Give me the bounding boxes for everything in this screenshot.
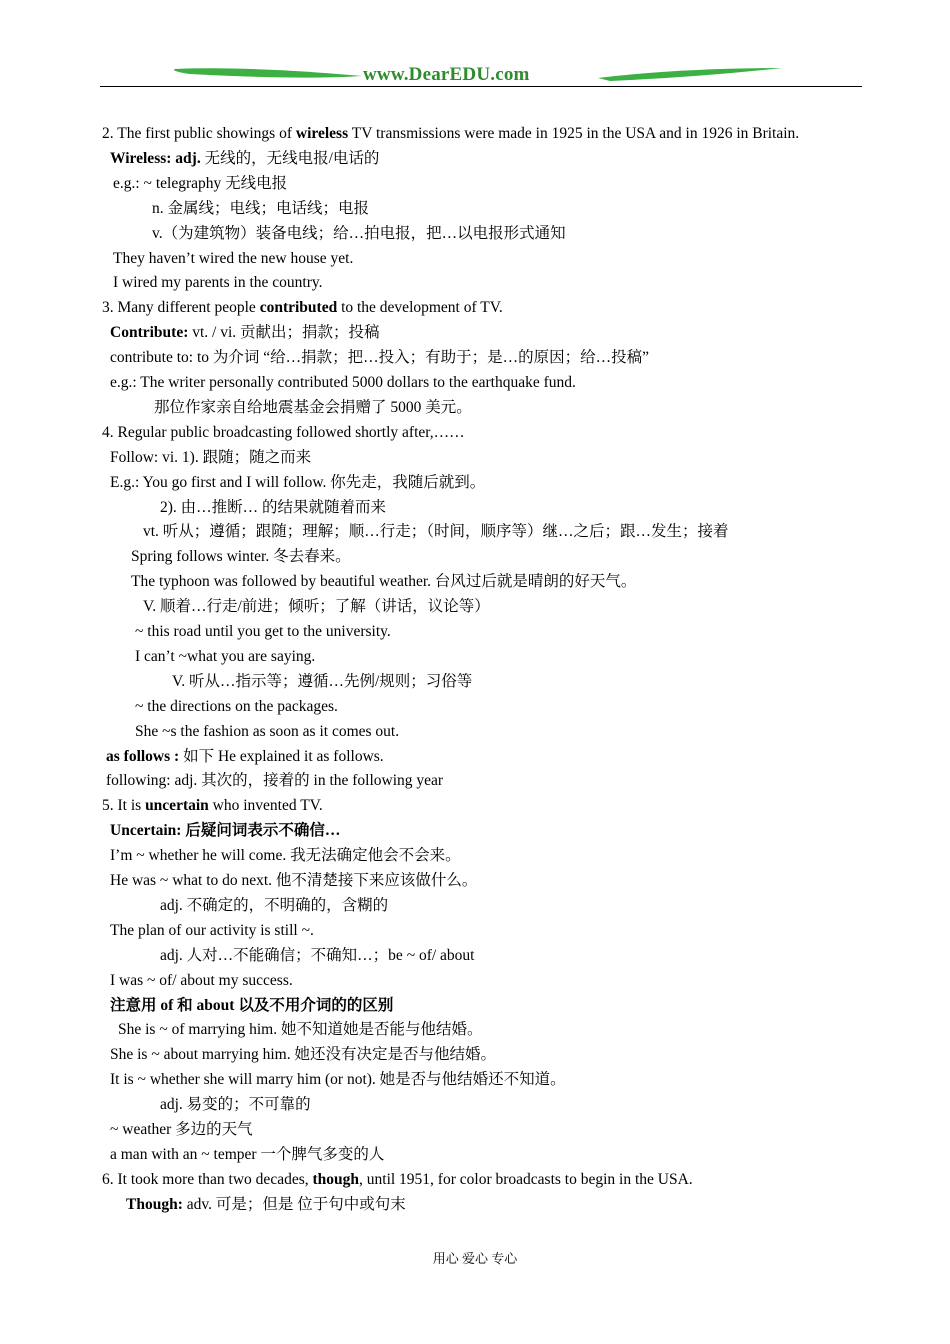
text-span: Follow: vi. 1). 跟随；随之而来 xyxy=(110,448,312,466)
text-span: , until 1951, for color broadcasts to begin in the USA. xyxy=(359,1170,693,1188)
text-line xyxy=(113,273,322,293)
text-line xyxy=(143,522,729,542)
text-span: The plan of our activity is still ~. xyxy=(110,921,314,939)
text-span: contribute to: to 为介词 “给…捐款；把…投入；有助于；是…的原因；给…投稿” xyxy=(110,349,650,367)
bold-text: Though: xyxy=(126,1195,183,1213)
text-line xyxy=(110,448,311,468)
bold-text: uncertain xyxy=(145,797,209,815)
left-swoosh xyxy=(174,68,362,77)
bold-text: Contribute: xyxy=(110,324,189,342)
text-span: He was ~ what to do next. 他不清楚接下来应该做什么。 xyxy=(110,872,478,889)
text-line xyxy=(131,547,351,567)
text-span: E.g.: You go first and I will follow. 你先走，我随后就到。 xyxy=(110,473,486,491)
text-line xyxy=(152,224,566,244)
text-line xyxy=(110,1070,566,1090)
text-line xyxy=(110,871,477,891)
text-span: n. 金属线；电线；电话线；电报 xyxy=(152,199,370,217)
text-line xyxy=(110,971,293,991)
bold-text: contributed xyxy=(259,299,338,317)
text-span: V. 听从…指示等；遵循…先例/规则；习俗等 xyxy=(172,672,473,690)
text-line xyxy=(113,249,353,269)
text-span: She ~s the fashion as soon as it comes out. xyxy=(135,722,400,740)
text-line xyxy=(131,572,636,592)
text-span: following: adj. 其次的，接着的 in the following year xyxy=(106,772,444,790)
text-line xyxy=(172,672,472,692)
text-span: 5. It is xyxy=(102,797,146,815)
text-span: I can’t ~what you are saying. xyxy=(135,647,316,665)
text-line xyxy=(110,996,393,1016)
text-span: The typhoon was followed by beautiful weather. 台风过后就是晴朗的好天气。 xyxy=(131,573,637,591)
text-span: It is ~ whether she will marry him (or not). 她是否与他结婚还不知道。 xyxy=(110,1071,566,1089)
text-span: I wired my parents in the country. xyxy=(113,274,323,292)
text-line xyxy=(154,398,472,418)
text-line xyxy=(110,1045,496,1065)
text-span: adv. 可是；但是 位于句中或句末 xyxy=(182,1195,406,1213)
text-line xyxy=(160,1095,311,1115)
bold-text: though xyxy=(312,1170,360,1188)
text-span: 4. Regular public broadcasting followed shortly after,…… xyxy=(102,423,465,441)
text-span: adj. 易变的；不可靠的 xyxy=(160,1096,311,1114)
text-span: v.（为建筑物）装备电线；给…拍电报，把…以电报形式通知 xyxy=(152,224,566,242)
text-line xyxy=(110,1120,253,1140)
text-line xyxy=(110,149,379,169)
text-span: I was ~ of/ about my success. xyxy=(110,971,293,989)
text-span: I’m ~ whether he will come. 我无法确定他会不会来。 xyxy=(110,847,461,865)
text-span: vt. / vi. 贡献出；捐款；投稿 xyxy=(188,324,380,342)
text-line xyxy=(135,722,399,742)
text-span: adj. 人对…不能确信；不确知…；be ~ of/ about xyxy=(160,946,475,964)
text-span: She is ~ of marrying him. 她不知道她是否能与他结婚。 xyxy=(118,1021,483,1039)
bold-text: as follows : xyxy=(106,747,180,765)
text-span: who invented TV. xyxy=(208,797,323,815)
text-span: ~ the directions on the packages. xyxy=(135,697,338,715)
text-line xyxy=(106,747,384,767)
text-span: 无线的，无线电报/电话的 xyxy=(200,149,380,167)
text-line xyxy=(160,498,386,518)
site-url[interactable]: www.DearEDU.com xyxy=(363,64,530,85)
bold-text: wireless xyxy=(295,125,349,142)
text-line xyxy=(135,697,338,717)
text-span: ~ weather 多边的天气 xyxy=(110,1121,253,1138)
right-swoosh xyxy=(598,68,782,81)
text-line xyxy=(110,1145,384,1165)
bold-text: Uncertain: 后疑问词表示不确信… xyxy=(110,822,341,840)
bold-text: Wireless: adj. xyxy=(110,149,201,167)
text-span: ~ this road until you get to the university. xyxy=(135,623,391,640)
text-span: to the development of TV. xyxy=(337,299,503,317)
text-line xyxy=(106,771,443,791)
text-line xyxy=(102,298,503,318)
text-line xyxy=(143,597,490,617)
text-span: 那位作家亲自给地震基金会捐赠了 5000 美元。 xyxy=(154,398,472,416)
text-line xyxy=(113,174,287,194)
text-span: TV transmissions were made in 1925 in the USA and in 1926 in Britain. xyxy=(348,125,800,142)
bold-text: 注意用 of 和 about 以及不用介词的的区别 xyxy=(110,996,394,1014)
text-line xyxy=(160,896,388,916)
text-line xyxy=(135,622,391,642)
text-line xyxy=(110,921,314,941)
text-line xyxy=(135,647,315,667)
text-span: 如下 He explained it as follows. xyxy=(179,747,384,765)
text-line xyxy=(102,423,465,443)
text-span: vt. 听从；遵循；跟随；理解；顺…行走；（时间，顺序等）继…之后；跟…发生；接着 xyxy=(143,523,729,541)
text-span: V. 顺着…行走/前进；倾听；了解（讲话，议论等） xyxy=(143,598,490,616)
text-span: 2). 由…推断… 的结果就随着而来 xyxy=(160,498,387,516)
text-span: They haven’t wired the new house yet. xyxy=(113,249,354,267)
text-line xyxy=(118,1020,482,1040)
text-span: She is ~ about marrying him. 她还没有决定是否与他结婚。 xyxy=(110,1046,496,1064)
text-span: 2. The first public showings of xyxy=(102,125,296,142)
text-span: Spring follows winter. 冬去春来。 xyxy=(131,548,351,566)
text-line xyxy=(152,199,369,219)
text-line xyxy=(110,473,485,493)
text-span: adj. 不确定的，不明确的，含糊的 xyxy=(160,896,389,914)
text-line xyxy=(126,1195,406,1215)
text-line xyxy=(102,124,799,144)
text-span: 6. It took more than two decades, xyxy=(102,1170,313,1188)
text-span: e.g.: The writer personally contributed 5000 dollars to the earthquake fund. xyxy=(110,374,576,391)
text-span: a man with an ~ temper 一个脾气多变的人 xyxy=(110,1145,385,1163)
page-footer: 用心 爱心 专心 xyxy=(432,1251,518,1266)
text-span: e.g.: ~ telegraphy 无线电报 xyxy=(113,174,288,192)
text-line xyxy=(160,946,474,966)
header-rule xyxy=(100,86,862,87)
text-line xyxy=(110,821,340,841)
text-line xyxy=(102,1170,693,1190)
text-line xyxy=(102,796,323,816)
text-line xyxy=(110,373,576,393)
text-line xyxy=(110,323,380,343)
text-span: 3. Many different people xyxy=(102,299,260,317)
text-line xyxy=(110,348,649,368)
text-line xyxy=(110,846,461,866)
